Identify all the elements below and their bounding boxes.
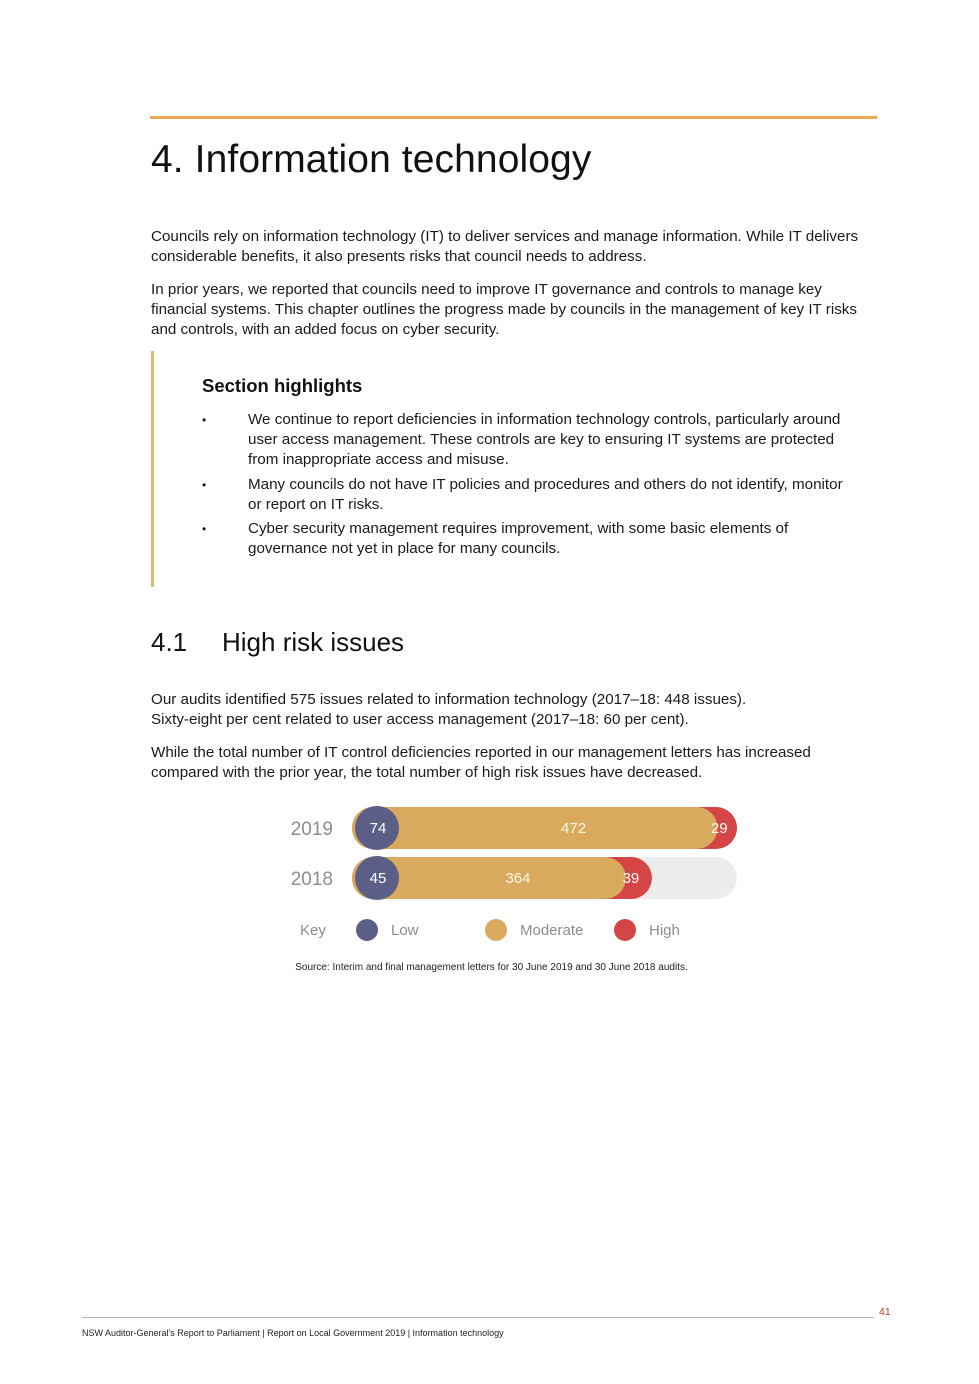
it-issues-chart [270, 800, 750, 950]
chart-category-label: 2018 [290, 869, 333, 890]
chart-bar-moderate [352, 807, 718, 849]
list-item [202, 410, 852, 470]
chart-data-label-moderate: 472 [561, 820, 587, 837]
chart-source-note: Source: Interim and final management letters for 30 June 2019 and 30 June 2018 audits. [295, 962, 688, 973]
section-paragraph-2: While the total number of IT control deficiencies reported in our management letters has increased compared with the prior year, the total number of high risk issues have decreased. [151, 744, 811, 781]
chart-data-label-high: 39 [622, 870, 640, 887]
bullet-icon: • [202, 477, 207, 492]
chart-legend-swatch [485, 919, 507, 941]
chart-legend-label: Moderate [520, 922, 584, 939]
list-item [202, 475, 852, 515]
chart-legend-label: Low [391, 922, 419, 939]
chart-data-label-moderate: 364 [505, 870, 531, 887]
intro-paragraph-2: In prior years, we reported that councils need to improve IT governance and controls to manage key financial systems. This chapter outlines the progress made by councils in the management of key IT risks and controls, with an added focus on cyber security. [151, 281, 857, 338]
section-paragraph-1-line-a: Our audits identified 575 issues related to information technology (2017–18: 448 issues). [151, 691, 747, 708]
section-paragraph-1 [151, 690, 873, 730]
section-heading [151, 627, 404, 658]
chart-legend-swatch [356, 919, 378, 941]
chart-svg [270, 800, 750, 950]
footer-rule [82, 1317, 874, 1318]
chart-data-label-high: 29 [710, 820, 728, 837]
chart-data-label-low: 74 [369, 820, 387, 837]
highlight-text: Cyber security management requires improvement, with some basic elements of governance not yet in place for many councils. [248, 520, 789, 557]
top-accent-rule [150, 116, 877, 119]
section-highlights-title: Section highlights [202, 375, 363, 396]
bullet-icon: • [202, 522, 207, 536]
highlights-list [202, 410, 852, 564]
intro-paragraph-1: Councils rely on information technology (IT) to deliver services and manage information. While IT delivers considerable benefits, it also presents risks that council needs to address. [151, 228, 859, 265]
bullet-icon: • [202, 413, 207, 427]
list-item [202, 519, 852, 559]
chart-legend-swatch [614, 919, 636, 941]
chart-data-label-low: 45 [369, 870, 387, 887]
highlight-text: We continue to report deficiencies in information technology controls, particularly around user access management. These controls are key to ensuring IT systems are protected from inappropriate access and misuse. [248, 411, 841, 468]
section-number: 4.1 [151, 627, 188, 657]
page-number: 41 [879, 1306, 891, 1318]
chapter-title: 4. Information technology [151, 138, 592, 181]
highlight-text: Many councils do not have IT policies and procedures and others do not identify, monitor or report on IT risks. [248, 475, 843, 513]
footer-text: NSW Auditor-General's Report to Parliament | Report on Local Government 2019 | Information technology [82, 1328, 504, 1338]
section-highlights-box [151, 351, 854, 587]
section-paragraph-1-line-b: Sixty-eight per cent related to user access management (2017–18: 60 per cent). [151, 711, 689, 728]
chart-legend-key: Key [300, 922, 326, 939]
chart-legend-label: High [649, 922, 680, 939]
section-title: High risk issues [222, 627, 405, 657]
chart-category-label: 2019 [290, 819, 333, 840]
